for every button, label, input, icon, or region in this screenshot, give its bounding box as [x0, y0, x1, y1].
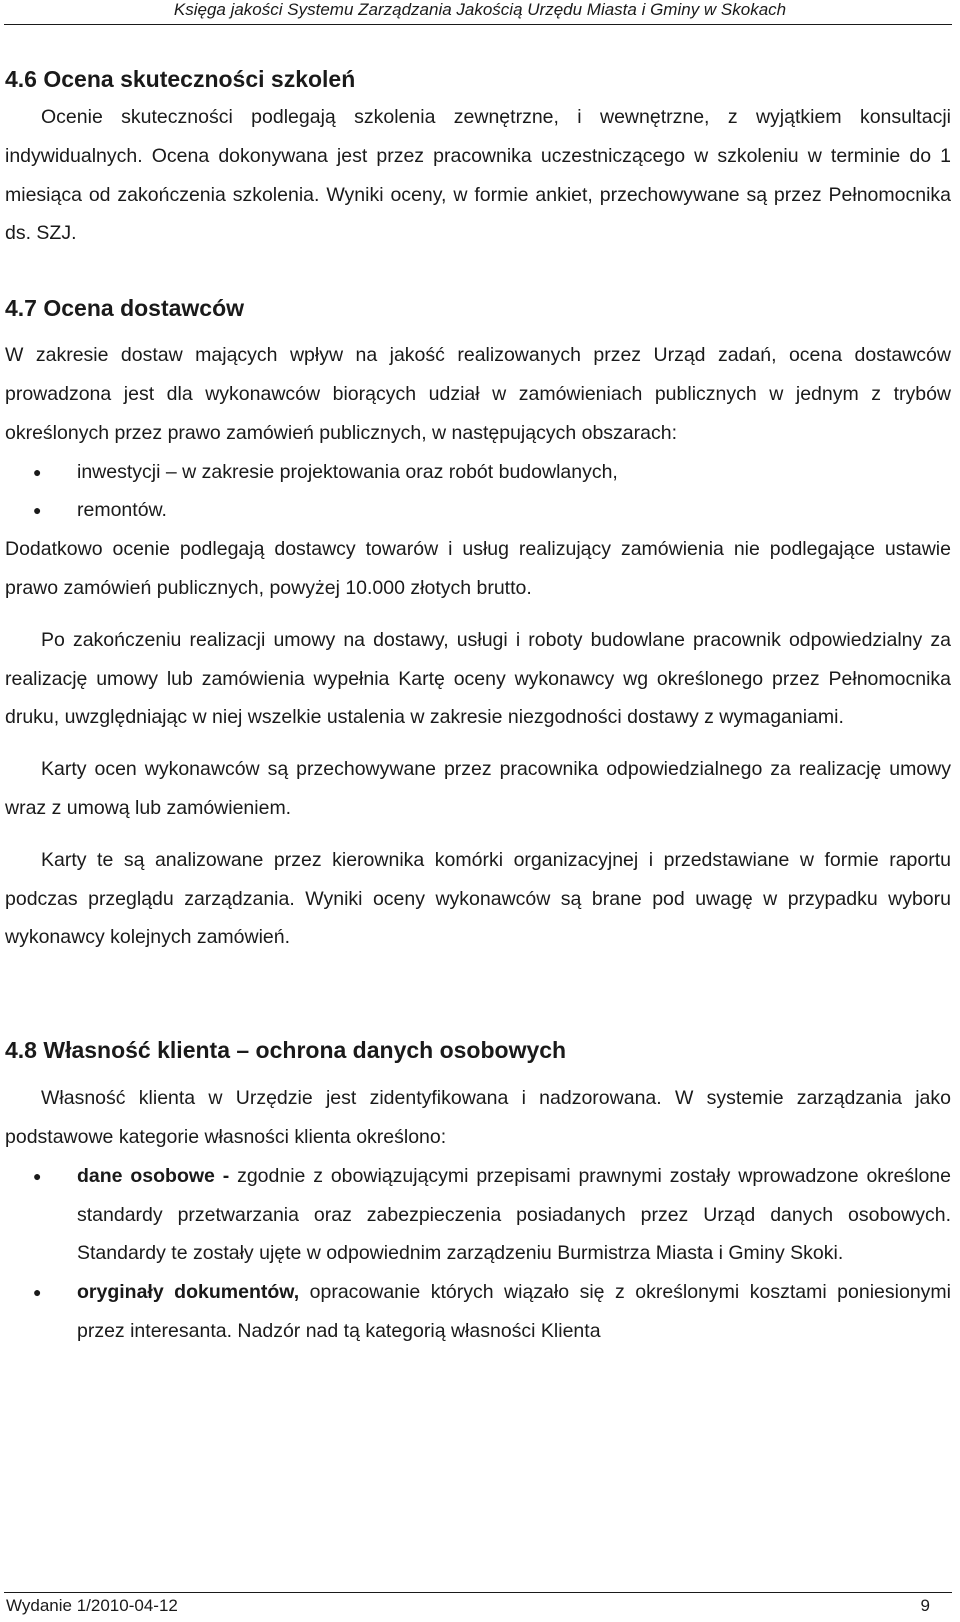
header-title: Księga jakości Systemu Zarządzania Jakością Urzędu Miasta i Gminy w Skokach — [173, 0, 787, 19]
section-4-8 — [5, 1035, 951, 1351]
list-item — [5, 453, 951, 492]
list-item-text: inwestycji – w zakresie projektowania oraz robót budowlanych, — [77, 460, 618, 483]
list-item — [5, 1157, 951, 1273]
paragraph: Karty ocen wykonawców są przechowywane przez pracownika odpowiedzialnego za realizację umowy wraz z umową lub zamówieniem. — [5, 758, 951, 819]
header-divider — [4, 24, 952, 25]
bullet-icon: ● — [33, 1167, 42, 1184]
section-heading-4-6: 4.6 Ocena skuteczności szkoleń — [5, 66, 356, 92]
footer-edition: Wydanie 1/2010-04-12 — [6, 1596, 178, 1615]
paragraph: W zakresie dostaw mających wpływ na jakość realizowanych przez Urząd zadań, ocena dostawców prowadzona jest dla wykonawców biorących udział w zamówieniach publicznych w jednym z trybów określonych przez prawo zamówień publicznych, w następujących obszarach: — [5, 344, 951, 444]
bullet-icon: ● — [33, 463, 42, 480]
paragraph: Karty te są analizowane przez kierownika komórki organizacyjnej i przedstawiane w formie raportu podczas przeglądu zarządzania. Wyniki oceny wykonawców są brane pod uwagę w przypadku wyboru wykonawcy kolejnych zamówień. — [5, 848, 951, 949]
section-4-6 — [5, 64, 951, 253]
paragraph: Po zakończeniu realizacji umowy na dostawy, usługi i roboty budowlane pracownik odpowiedzialny za realizację umowy lub zamówienia wypełnia Kartę oceny wykonawcy wg określonego przez Pełnomocnika druku, uwzględniając w niej wszelkie ustalenia w zakresie niezgodności dostawy z wymaganiami. — [5, 628, 951, 729]
page-header — [0, 0, 960, 36]
paragraph: Własność klienta w Urzędzie jest zidentyfikowana i nadzorowana. W systemie zarządzania jako podstawowe kategorie własności klienta określono: — [5, 1087, 951, 1148]
list-item-text: remontów. — [77, 499, 167, 522]
bullet-icon: ● — [33, 1284, 42, 1301]
page-number: 9 — [920, 1596, 930, 1615]
list-item — [5, 1273, 951, 1351]
list-item-text: zgodnie z obowiązującymi przepisami prawnymi zostały wprowadzone określone standardy przetwarzania oraz zabezpieczenia posiadanych przez Urząd danych osobowych. Standardy te zostały ujęte w odpowiednim zarządzeniu Burmistrza Miasta i Gminy Skoki. — [77, 1164, 951, 1265]
list-item-text: opracowanie których wiązało się z określonymi kosztami poniesionymi przez interesanta. Nadzór nad tą kategorią własności Klienta — [77, 1281, 951, 1342]
bullet-list — [5, 453, 951, 531]
list-item-bold: oryginały dokumentów, — [77, 1281, 300, 1304]
bullet-list — [5, 1157, 951, 1351]
footer-divider — [4, 1592, 952, 1593]
paragraph: Dodatkowo ocenie podlegają dostawcy towarów i usług realizujący zamówienia nie podlegające ustawie prawo zamówień publicznych, powyżej 10.000 złotych brutto. — [5, 538, 951, 599]
bullet-icon: ● — [33, 502, 42, 519]
section-heading-4-7: 4.7 Ocena dostawców — [5, 295, 245, 322]
list-item — [5, 491, 951, 530]
paragraph: Ocenie skuteczności podlegają szkolenia zewnętrzne, i wewnętrzne, z wyjątkiem konsultacji indywidualnych. Ocena dokonywana jest przez pracownika uczestniczącego w szkoleniu w terminie do 1 miesiąca od zakończenia szkolenia. Wyniki oceny, w formie ankiet, przechowywane są przez Pełnomocnika ds. SZJ. — [5, 106, 951, 245]
document-body — [5, 64, 951, 1351]
list-item-bold: dane osobowe - — [77, 1164, 230, 1187]
section-4-7 — [5, 293, 951, 957]
section-heading-4-8: 4.8 Własność klienta – ochrona danych osobowych — [5, 1037, 567, 1064]
